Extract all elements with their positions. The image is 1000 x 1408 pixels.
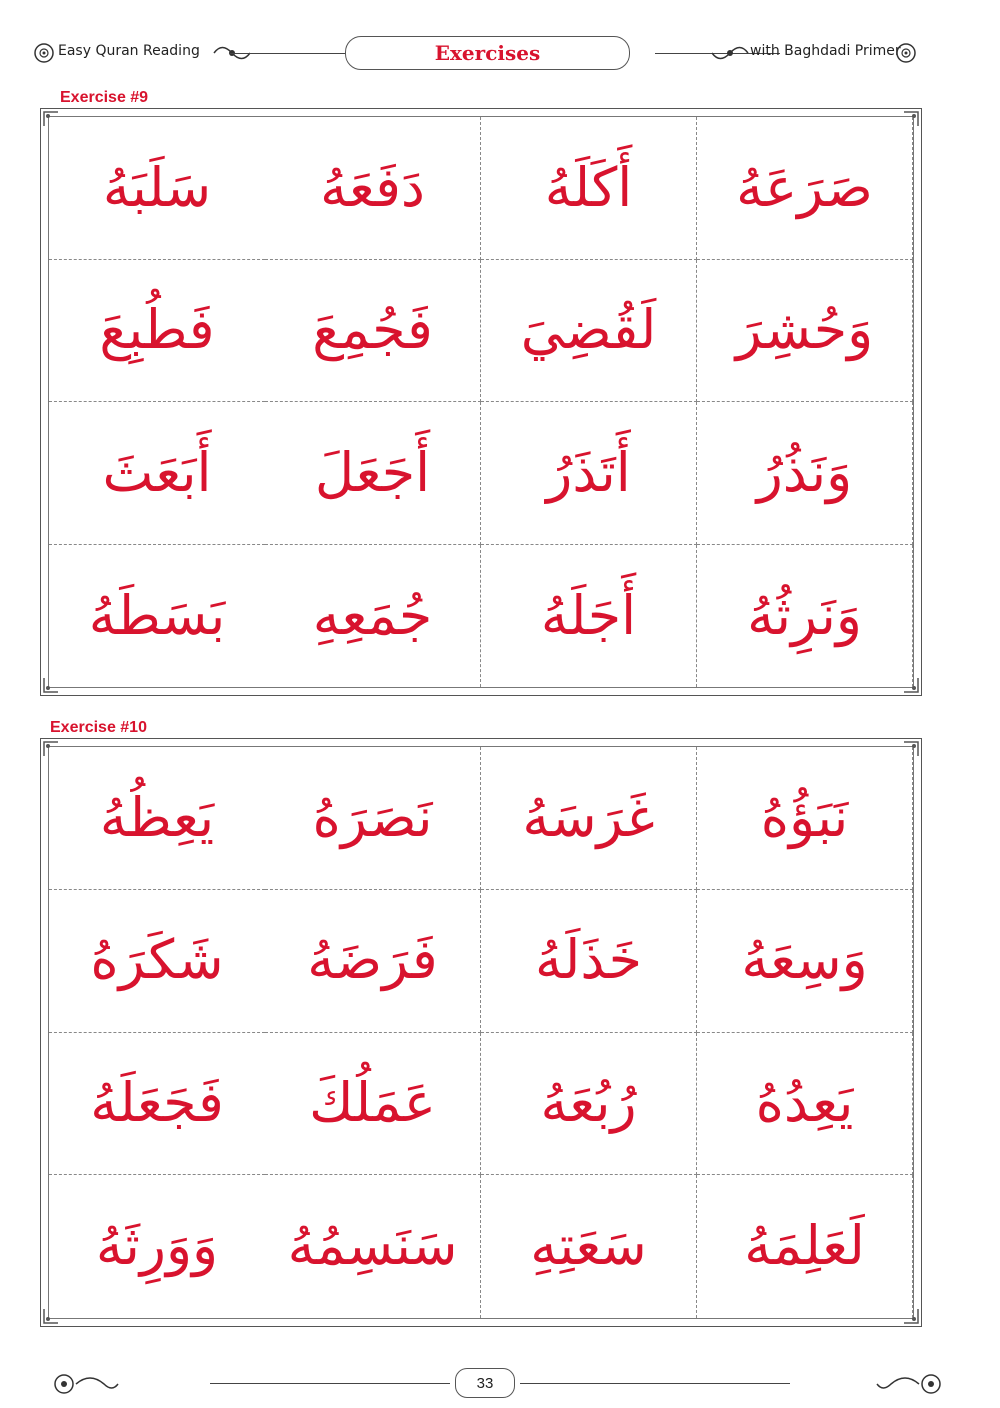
word-cell: أَكَلَهُ [481, 117, 697, 260]
word-cell: خَذَلَهُ [481, 890, 697, 1033]
section-title: Exercises [434, 41, 541, 65]
page-footer [50, 1368, 950, 1408]
word-cell: نَبَؤُهُ [697, 747, 913, 890]
scroll-ornament-icon [50, 1368, 120, 1400]
word-cell: أَجَعَلَ [265, 402, 481, 545]
page-number: 33 [476, 1374, 494, 1392]
word-cell: فَرَضَهُ [265, 890, 481, 1033]
word-cell: فَجَعَلَهُ [49, 1033, 265, 1176]
word-cell: أَتَذَرُ [481, 402, 697, 545]
footer-rule-right [520, 1383, 790, 1384]
word-cell: يَعِظُهُ [49, 747, 265, 890]
word-cell: وَحُشِرَ [697, 260, 913, 403]
exercise-heading: Exercise #9 [60, 89, 149, 106]
word-cell: أَبَعَثَ [49, 402, 265, 545]
word-cell: فَطُبِعَ [49, 260, 265, 403]
word-cell: بَسَطَهُ [88, 583, 226, 647]
book-title-left: Easy Quran Reading [58, 43, 200, 59]
exercise-frame [40, 108, 922, 696]
word-cell: سَنَسِمُهُ [265, 1175, 481, 1318]
word-cell: صَرَعَهُ [697, 117, 913, 260]
word-cell: لَقُضِيَ [481, 260, 697, 403]
word-cell: وَنَذُرُ [697, 402, 913, 545]
exercise-frame [40, 738, 922, 1327]
page-number-box [455, 1368, 515, 1398]
section-title-box [345, 36, 630, 70]
word-cell: يَعِدُهُ [697, 1033, 913, 1176]
scroll-ornament-icon [875, 1368, 945, 1400]
word-cell: أَجَلَهُ [481, 545, 697, 688]
word-cell: لَعَلِمَهُ [697, 1175, 913, 1318]
word-cell: سَلَبَهُ [49, 117, 265, 260]
word-grid [49, 747, 913, 1318]
word-cell: وَنَرِثُهُ [697, 545, 913, 688]
exercise-heading: Exercise #10 [50, 719, 147, 736]
word-cell: غَرَسَهُ [481, 747, 697, 890]
word-cell: فَجُمِعَ [265, 260, 481, 403]
word-cell: سَعَتِهِ [481, 1175, 697, 1318]
word-cell: رُبُعَهُ [481, 1033, 697, 1176]
word-cell: دَفَعَهُ [265, 117, 481, 260]
word-cell: نَصَرَهُ [265, 747, 481, 890]
page-header [30, 32, 970, 76]
footer-rule-left [210, 1383, 450, 1384]
word-grid [49, 117, 913, 687]
word-cell: جُمَعِهِ [265, 545, 481, 688]
word-cell: وَوَرِثَهُ [95, 1214, 219, 1278]
word-cell: عَمَلُكَ [265, 1033, 481, 1176]
word-cell: شَكَرَهُ [49, 890, 265, 1033]
floral-ornament-icon [30, 38, 58, 68]
floral-ornament-icon [892, 38, 920, 68]
scroll-ornament-icon [710, 38, 750, 68]
word-cell: وَسِعَهُ [697, 890, 913, 1033]
book-title-right: with Baghdadi Primer [750, 43, 901, 59]
